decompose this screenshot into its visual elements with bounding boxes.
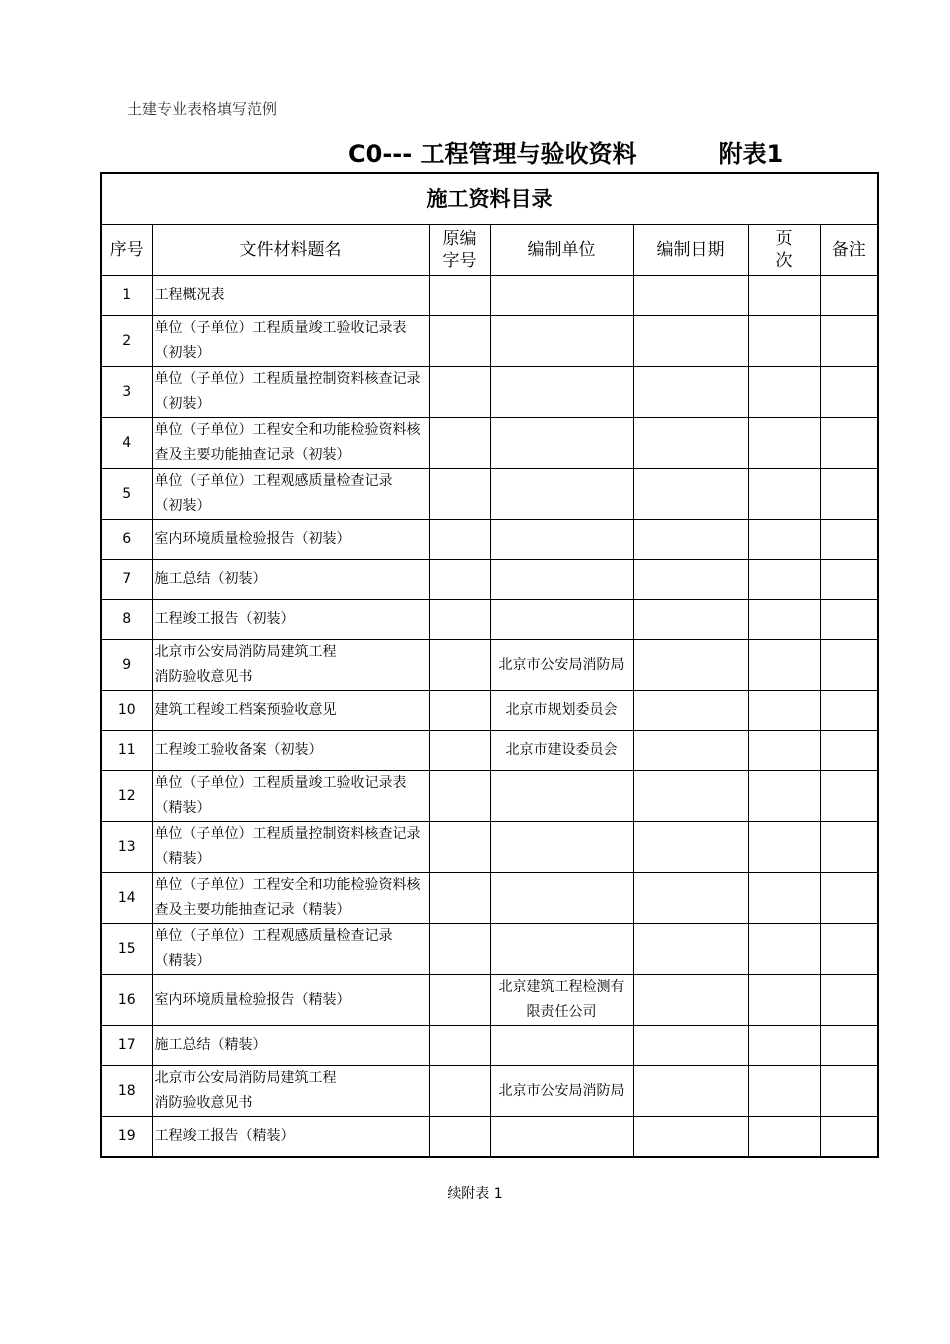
row-number: 10	[101, 691, 152, 731]
compiling-unit	[490, 367, 633, 418]
remark-cell	[820, 520, 878, 560]
col-header-orig-no: 原编 字号	[429, 225, 490, 276]
page-caption: 土建专业表格填写范例	[127, 100, 278, 118]
pages-cell	[748, 520, 820, 560]
pages-cell	[748, 822, 820, 873]
document-name: 单位（子单位）工程观感质量检查记录 （精装）	[152, 924, 429, 975]
row-number: 3	[101, 367, 152, 418]
compile-date-cell	[633, 600, 748, 640]
pages-cell	[748, 1066, 820, 1117]
orig-number-cell	[429, 367, 490, 418]
row-number: 7	[101, 560, 152, 600]
compile-date-cell	[633, 316, 748, 367]
compiling-unit	[490, 316, 633, 367]
compiling-unit	[490, 771, 633, 822]
orig-number-cell	[429, 1117, 490, 1158]
remark-cell	[820, 600, 878, 640]
row-number: 15	[101, 924, 152, 975]
pages-cell	[748, 924, 820, 975]
compiling-unit: 北京市建设委员会	[490, 731, 633, 771]
compiling-unit: 北京建筑工程检测有 限责任公司	[490, 975, 633, 1026]
document-name: 施工总结（初装）	[152, 560, 429, 600]
table-title: 施工资料目录	[101, 173, 878, 225]
remark-cell	[820, 560, 878, 600]
compiling-unit	[490, 822, 633, 873]
orig-number-cell	[429, 469, 490, 520]
orig-number-cell	[429, 924, 490, 975]
compile-date-cell	[633, 771, 748, 822]
remark-cell	[820, 1117, 878, 1158]
remark-cell	[820, 316, 878, 367]
pages-cell	[748, 367, 820, 418]
table-row	[101, 316, 878, 367]
pages-cell	[748, 418, 820, 469]
orig-number-cell	[429, 731, 490, 771]
table-row	[101, 560, 878, 600]
document-name: 单位（子单位）工程质量竣工验收记录表 （精装）	[152, 771, 429, 822]
compile-date-cell	[633, 924, 748, 975]
orig-number-cell	[429, 276, 490, 316]
table-row	[101, 924, 878, 975]
table-row	[101, 1026, 878, 1066]
compiling-unit	[490, 1117, 633, 1158]
compiling-unit	[490, 873, 633, 924]
table-row	[101, 873, 878, 924]
pages-cell	[748, 1026, 820, 1066]
document-name: 工程竣工报告（初装）	[152, 600, 429, 640]
compile-date-cell	[633, 520, 748, 560]
document-name: 单位（子单位）工程质量控制资料核查记录 （初装）	[152, 367, 429, 418]
appendix-label: 附表1	[718, 140, 784, 168]
orig-number-cell	[429, 975, 490, 1026]
table-row	[101, 975, 878, 1026]
remark-cell	[820, 691, 878, 731]
pages-cell	[748, 469, 820, 520]
remark-cell	[820, 276, 878, 316]
row-number: 18	[101, 1066, 152, 1117]
table-row	[101, 469, 878, 520]
col-header-unit: 编制单位	[490, 225, 633, 276]
compile-date-cell	[633, 975, 748, 1026]
document-title	[348, 134, 783, 169]
pages-cell	[748, 316, 820, 367]
table-row	[101, 600, 878, 640]
row-number: 17	[101, 1026, 152, 1066]
row-number: 9	[101, 640, 152, 691]
pages-cell	[748, 600, 820, 640]
compile-date-cell	[633, 691, 748, 731]
document-name: 单位（子单位）工程观感质量检查记录 （初装）	[152, 469, 429, 520]
pages-cell	[748, 731, 820, 771]
orig-number-cell	[429, 1026, 490, 1066]
remark-cell	[820, 975, 878, 1026]
remark-cell	[820, 640, 878, 691]
row-number: 13	[101, 822, 152, 873]
compile-date-cell	[633, 560, 748, 600]
remark-cell	[820, 1066, 878, 1117]
document-name: 北京市公安局消防局建筑工程 消防验收意见书	[152, 1066, 429, 1117]
table-body	[101, 276, 878, 1158]
table-row	[101, 1066, 878, 1117]
compiling-unit	[490, 469, 633, 520]
orig-number-cell	[429, 691, 490, 731]
document-name: 单位（子单位）工程质量竣工验收记录表 （初装）	[152, 316, 429, 367]
pages-cell	[748, 691, 820, 731]
col-header-no: 序号	[101, 225, 152, 276]
compile-date-cell	[633, 731, 748, 771]
remark-cell	[820, 873, 878, 924]
table-row	[101, 367, 878, 418]
compiling-unit	[490, 924, 633, 975]
compile-date-cell	[633, 640, 748, 691]
orig-number-cell	[429, 771, 490, 822]
orig-number-cell	[429, 560, 490, 600]
compile-date-cell	[633, 276, 748, 316]
document-name: 工程竣工报告（精装）	[152, 1117, 429, 1158]
row-number: 14	[101, 873, 152, 924]
compile-date-cell	[633, 822, 748, 873]
row-number: 5	[101, 469, 152, 520]
compiling-unit	[490, 560, 633, 600]
orig-number-cell	[429, 520, 490, 560]
compile-date-cell	[633, 1066, 748, 1117]
compiling-unit	[490, 418, 633, 469]
compile-date-cell	[633, 1026, 748, 1066]
compile-date-cell	[633, 418, 748, 469]
table-row	[101, 520, 878, 560]
pages-cell	[748, 640, 820, 691]
table-row	[101, 731, 878, 771]
col-header-date: 编制日期	[633, 225, 748, 276]
document-name: 北京市公安局消防局建筑工程 消防验收意见书	[152, 640, 429, 691]
remark-cell	[820, 469, 878, 520]
document-name: 工程概况表	[152, 276, 429, 316]
orig-number-cell	[429, 1066, 490, 1117]
compile-date-cell	[633, 469, 748, 520]
document-name: 建筑工程竣工档案预验收意见	[152, 691, 429, 731]
pages-cell	[748, 1117, 820, 1158]
compile-date-cell	[633, 367, 748, 418]
row-number: 6	[101, 520, 152, 560]
document-name: 室内环境质量检验报告（初装）	[152, 520, 429, 560]
row-number: 1	[101, 276, 152, 316]
remark-cell	[820, 731, 878, 771]
row-number: 8	[101, 600, 152, 640]
orig-number-cell	[429, 873, 490, 924]
table-row	[101, 1117, 878, 1158]
orig-number-cell	[429, 640, 490, 691]
compiling-unit	[490, 520, 633, 560]
row-number: 4	[101, 418, 152, 469]
row-number: 16	[101, 975, 152, 1026]
row-number: 19	[101, 1117, 152, 1158]
orig-number-cell	[429, 600, 490, 640]
table-row	[101, 418, 878, 469]
page-footer: 续附表 1	[447, 1186, 503, 1202]
col-header-pages: 页 次	[748, 225, 820, 276]
orig-number-cell	[429, 316, 490, 367]
compiling-unit	[490, 600, 633, 640]
compiling-unit	[490, 276, 633, 316]
document-name: 单位（子单位）工程安全和功能检验资料核 查及主要功能抽查记录（精装）	[152, 873, 429, 924]
document-name: 单位（子单位）工程安全和功能检验资料核 查及主要功能抽查记录（初装）	[152, 418, 429, 469]
orig-number-cell	[429, 822, 490, 873]
pages-cell	[748, 560, 820, 600]
compiling-unit: 北京市公安局消防局	[490, 640, 633, 691]
construction-docs-table	[100, 172, 879, 1158]
remark-cell	[820, 418, 878, 469]
document-name: 单位（子单位）工程质量控制资料核查记录 （精装）	[152, 822, 429, 873]
document-name: 施工总结（精装）	[152, 1026, 429, 1066]
compiling-unit: 北京市公安局消防局	[490, 1066, 633, 1117]
compiling-unit	[490, 1026, 633, 1066]
row-number: 11	[101, 731, 152, 771]
col-header-remark: 备注	[820, 225, 878, 276]
remark-cell	[820, 822, 878, 873]
col-header-name: 文件材料题名	[152, 225, 429, 276]
row-number: 12	[101, 771, 152, 822]
remark-cell	[820, 771, 878, 822]
table-row	[101, 640, 878, 691]
remark-cell	[820, 1026, 878, 1066]
table-row	[101, 822, 878, 873]
pages-cell	[748, 975, 820, 1026]
table-row	[101, 691, 878, 731]
remark-cell	[820, 924, 878, 975]
compile-date-cell	[633, 1117, 748, 1158]
pages-cell	[748, 771, 820, 822]
compiling-unit: 北京市规划委员会	[490, 691, 633, 731]
row-number: 2	[101, 316, 152, 367]
document-name: 室内环境质量检验报告（精装）	[152, 975, 429, 1026]
table-row	[101, 276, 878, 316]
orig-number-cell	[429, 418, 490, 469]
title-text: C0--- 工程管理与验收资料	[348, 140, 637, 168]
pages-cell	[748, 873, 820, 924]
compile-date-cell	[633, 873, 748, 924]
table-row	[101, 771, 878, 822]
document-name: 工程竣工验收备案（初装）	[152, 731, 429, 771]
pages-cell	[748, 276, 820, 316]
remark-cell	[820, 367, 878, 418]
